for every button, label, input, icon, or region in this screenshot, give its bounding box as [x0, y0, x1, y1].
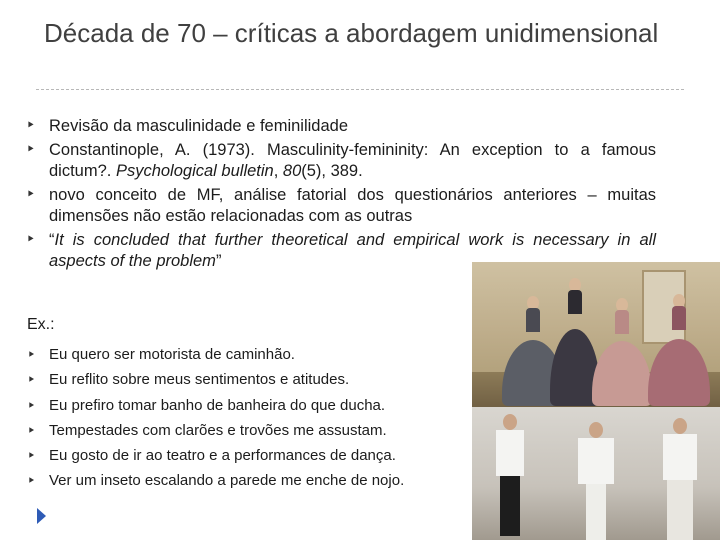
examples-label: Ex.: [27, 316, 55, 333]
arrow-bullet-icon: ⯈ [26, 189, 35, 201]
example-text: Eu prefiro tomar banho de banheira do que ducha. [49, 396, 386, 414]
citation-journal: Psychological bulletin [115, 162, 274, 180]
runway-model-figure [490, 414, 530, 540]
bullet-text: Revisão da masculinidade e feminilidade [49, 117, 349, 135]
citation-separator: , [273, 162, 283, 180]
arrow-bullet-icon: ⯈ [27, 451, 35, 463]
citation-volume: 80 [282, 162, 302, 180]
list-item [26, 116, 656, 137]
title-divider [36, 89, 684, 90]
list-item [27, 418, 497, 443]
arrow-bullet-icon: ⯈ [27, 476, 35, 488]
quote-text: It is concluded that further theoretical and empirical work is necessary in all aspects of the problem [49, 231, 656, 270]
citation-issue-pages: (5), 389. [301, 162, 363, 180]
runway-model-figure [656, 418, 704, 540]
list-item [26, 140, 656, 182]
arrow-bullet-icon: ⯈ [26, 120, 35, 132]
examples-list [27, 342, 497, 494]
runway-model-figure [572, 422, 620, 540]
victorian-fashion-painting [472, 262, 720, 412]
list-item [27, 468, 497, 493]
list-item [27, 393, 497, 418]
arrow-bullet-icon: ⯈ [27, 425, 35, 437]
quote-open-mark: “ [49, 231, 55, 249]
example-text: Eu reflito sobre meus sentimentos e atitudes. [49, 371, 350, 389]
arrow-bullet-icon: ⯈ [27, 375, 35, 387]
bullet-text: novo conceito de MF, análise fatorial dos questionários anteriores – muitas dimensões não estão relacionadas com as outras [49, 186, 656, 225]
arrow-bullet-icon: ⯈ [26, 144, 35, 156]
arrow-bullet-icon: ⯈ [27, 350, 35, 361]
painted-lady-figure [592, 298, 652, 406]
list-item [27, 342, 497, 367]
example-text: Ver um inseto escalando a parede me enche de nojo. [49, 472, 405, 490]
example-text: Tempestades com clarões e trovões me assustam. [49, 421, 387, 439]
slide-title: Década de 70 – críticas a abordagem unidimensional [44, 18, 659, 48]
citation-text: Constantinople, A. (1973). Masculinity-femininity: An exception to a famous dictum?. [49, 141, 656, 180]
arrow-bullet-icon: ⯈ [27, 400, 35, 412]
next-slide-arrow-icon[interactable] [37, 508, 46, 524]
example-text: Eu gosto de ir ao teatro e a performances de dança. [49, 447, 396, 465]
runway-fashion-photo [472, 407, 720, 540]
arrow-bullet-icon: ⯈ [26, 234, 35, 246]
list-item [27, 443, 497, 468]
quote-close-mark: ” [215, 252, 222, 270]
list-item [26, 185, 656, 227]
list-item [27, 367, 497, 392]
main-bullet-list [26, 116, 656, 275]
painted-lady-figure [648, 294, 710, 406]
example-text: Eu quero ser motorista de caminhão. [49, 346, 295, 363]
